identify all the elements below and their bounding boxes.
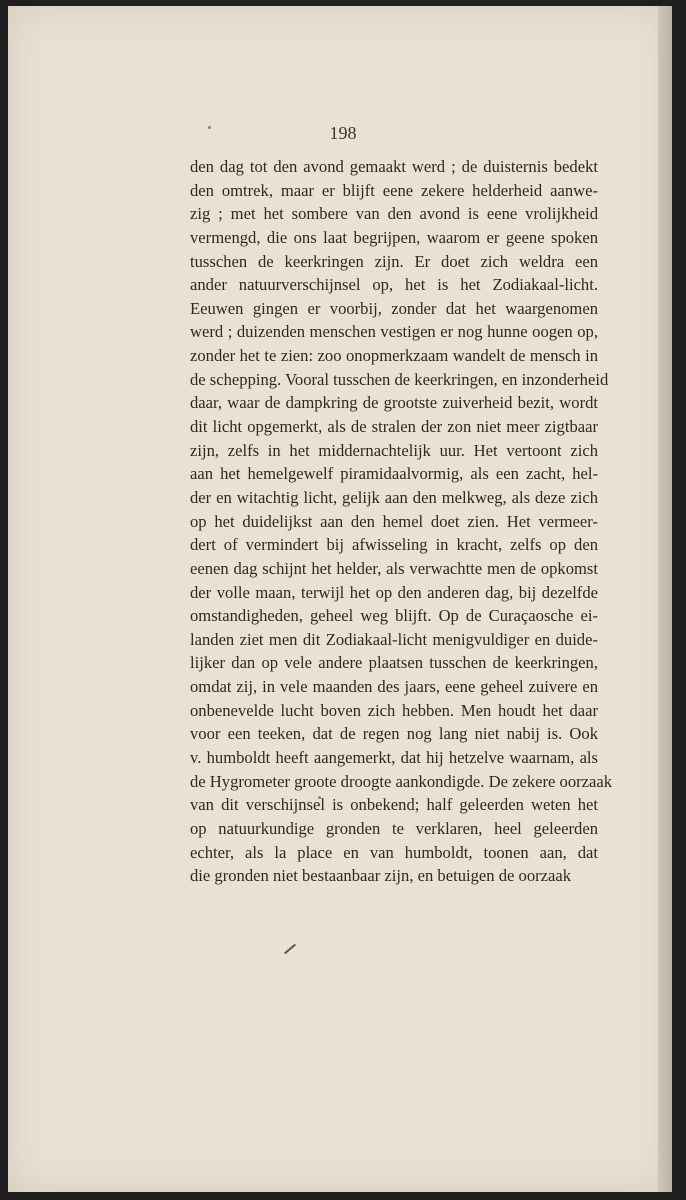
text-line: zonder het te zien: zoo onopmerkzaam wandelt de mensch in (190, 346, 598, 366)
text-line: de Hygrometer groote droogte aankondigde. De zekere oorzaak (190, 771, 613, 791)
text-line: op het duidelijkst aan den hemel doet zien. Het vermeer- (190, 511, 598, 531)
text-line: werd ; duizenden menschen vestigen er nog hunne oogen op, (190, 322, 598, 342)
body-text (190, 155, 613, 888)
text-line: de schepping. Vooral tusschen de keerkringen, en inzonderheid (190, 369, 609, 389)
text-line: lijker dan op vele andere plaatsen tusschen de keerkringen, (190, 653, 598, 673)
page-edge (658, 6, 672, 1192)
text-line: der en witachtig licht, gelijk aan den melkweg, als deze zich (190, 487, 598, 507)
text-line: vermengd, die ons laat begrijpen, waarom er geene spoken (190, 227, 598, 247)
text-line: onbenevelde lucht boven zich hebben. Men houdt het daar (190, 700, 598, 720)
text-line: omdat zij, in vele maanden des jaars, eene geheel zuivere en (190, 677, 598, 697)
text-line: dit licht opgemerkt, als de stralen der zon niet meer zigtbaar (190, 417, 598, 437)
text-line: omstandigheden, geheel weg blijft. Op de Curaçaosche ei- (190, 606, 598, 626)
text-line: ander natuurverschijnsel op, het is het Zodiakaal-licht. (190, 275, 598, 295)
text-line: zig ; met het sombere van den avond is eene vrolijkheid (190, 204, 598, 224)
text-line: den dag tot den avond gemaakt werd ; de duisternis bedekt (190, 157, 598, 176)
text-line: Eeuwen gingen er voorbij, zonder dat het waargenomen (190, 298, 598, 318)
text-line: zijn, zelfs in het middernachtelijk uur. Het vertoont zich (190, 440, 598, 460)
text-line: echter, als la place en van humboldt, toonen aan, dat (190, 842, 598, 862)
text-line: van dit verschijnsel is onbekend; half geleerden weten het (190, 795, 598, 815)
text-line: aan het hemelgewelf piramidaalvormig, als een zacht, hel- (190, 464, 598, 484)
text-line: landen ziet men dit Zodiakaal-licht menigvuldiger en duide- (190, 629, 598, 649)
text-line: op natuurkundige gronden te verklaren, heel geleerden (190, 818, 598, 838)
page-number: 198 (329, 123, 357, 143)
text-line: v. humboldt heeft aangemerkt, dat hij hetzelve waarnam, als (190, 748, 598, 768)
text-line: daar, waar de dampkring de grootste zuiverheid bezit, wordt (190, 393, 598, 413)
text-line: die gronden niet bestaanbaar zijn, en betuigen de oorzaak (190, 866, 572, 886)
text-line: dert of vermindert bij afwisseling in kracht, zelfs op den (190, 535, 598, 555)
text-line: voor een teeken, dat de regen nog lang niet nabij is. Ook (190, 724, 598, 744)
text-line: tusschen de keerkringen zijn. Er doet zich weldra een (190, 251, 598, 271)
text-line: der volle maan, terwijl het op den anderen dag, bij dezelfde (190, 582, 598, 602)
text-line: den omtrek, maar er blijft eene zekere helderheid aanwe- (190, 180, 598, 200)
text-line: eenen dag schijnt het helder, als verwachtte men de opkomst (190, 558, 598, 578)
